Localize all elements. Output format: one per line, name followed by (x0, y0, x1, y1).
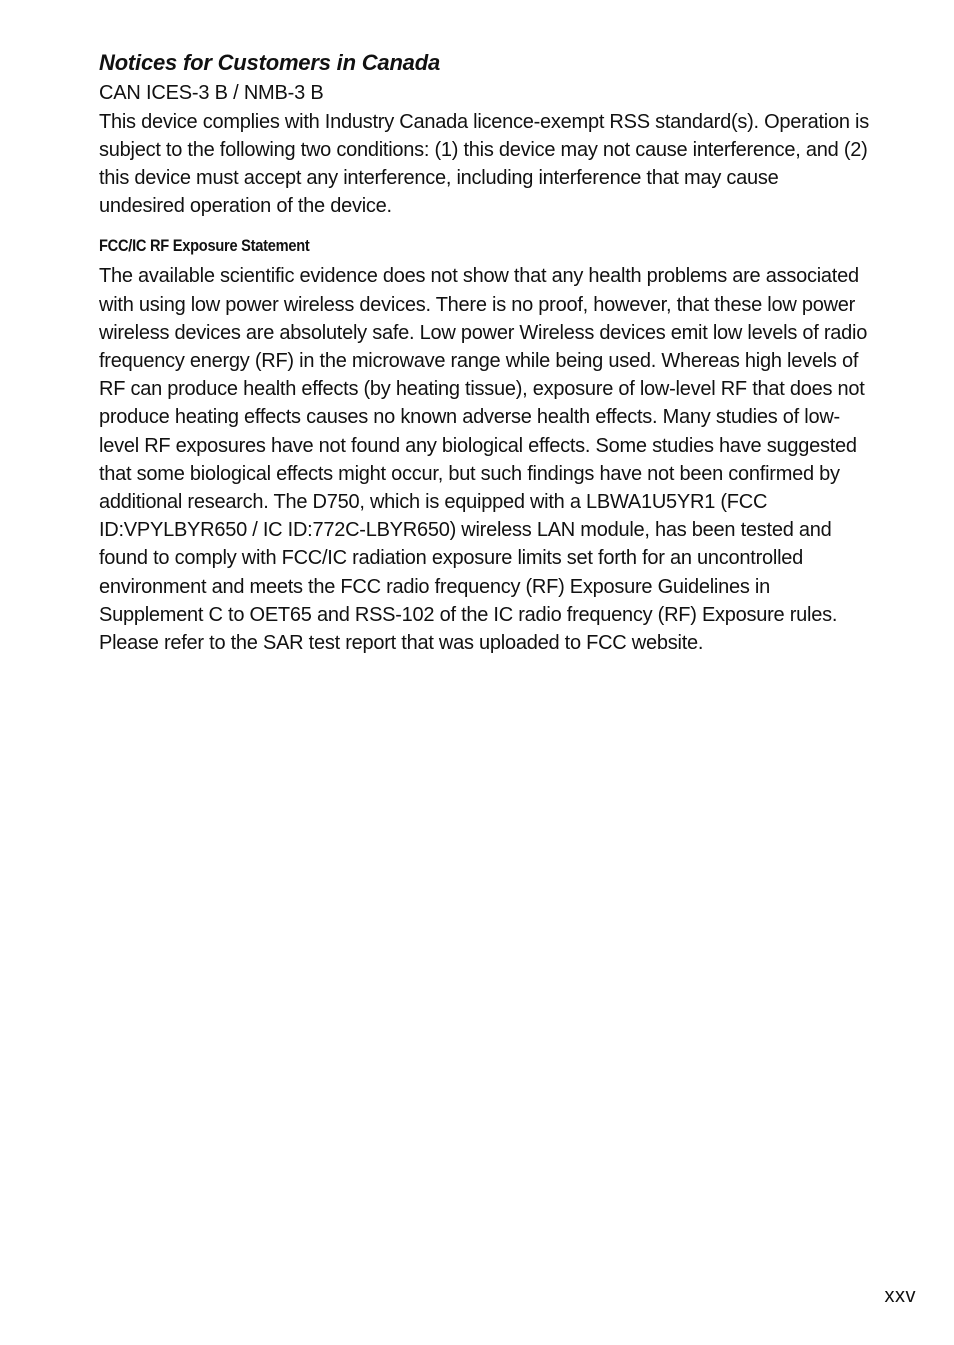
canada-notice-heading: Notices for Customers in Canada (99, 50, 440, 75)
canada-notice-body: This device complies with Industry Canada licence-exempt RSS standard(s). Operation is subject to the following two conditions: (1) this device may not cause interference, and (2) this device must accept any interference, including interference that may cause undesired operation of the device. (99, 110, 869, 218)
canada-compliance-code: CAN ICES-3 B / NMB-3 B (99, 82, 324, 104)
rf-exposure-body: The available scientific evidence does not show that any health problems are associated with using low power wireless devices. There is no proof, however, that these low power wireless devices are absolutely safe. Low power Wireless devices emit low levels of radio frequency energy (RF) in the microwave range while being used. Whereas high levels of RF can produce health effects (by heating tissue), exposure of low-level RF that does not produce heating effects causes no known adverse health effects. Many studies of low-level RF exposures have not found any biological effects. Some studies have suggested that some biological effects might occur, but such findings have not been confirmed by additional research. The D750, which is equipped with a LBWA1U5YR1 (FCC ID:VPYLBYR650 / IC ID:772C-LBYR650) wireless LAN module, has been tested and found to comply with FCC/IC radiation exposure limits set forth for an uncontrolled environment and meets the FCC radio frequency (RF) Exposure Guidelines in Supplement C to OET65 and RSS-102 of the IC radio frequency (RF) Exposure rules. Please refer to the SAR test report that was uploaded to FCC website. (99, 265, 868, 654)
page-content (99, 47, 869, 657)
rf-exposure-heading: FCC/IC RF Exposure Statement (99, 236, 310, 256)
page-number: xxv (884, 1285, 916, 1307)
